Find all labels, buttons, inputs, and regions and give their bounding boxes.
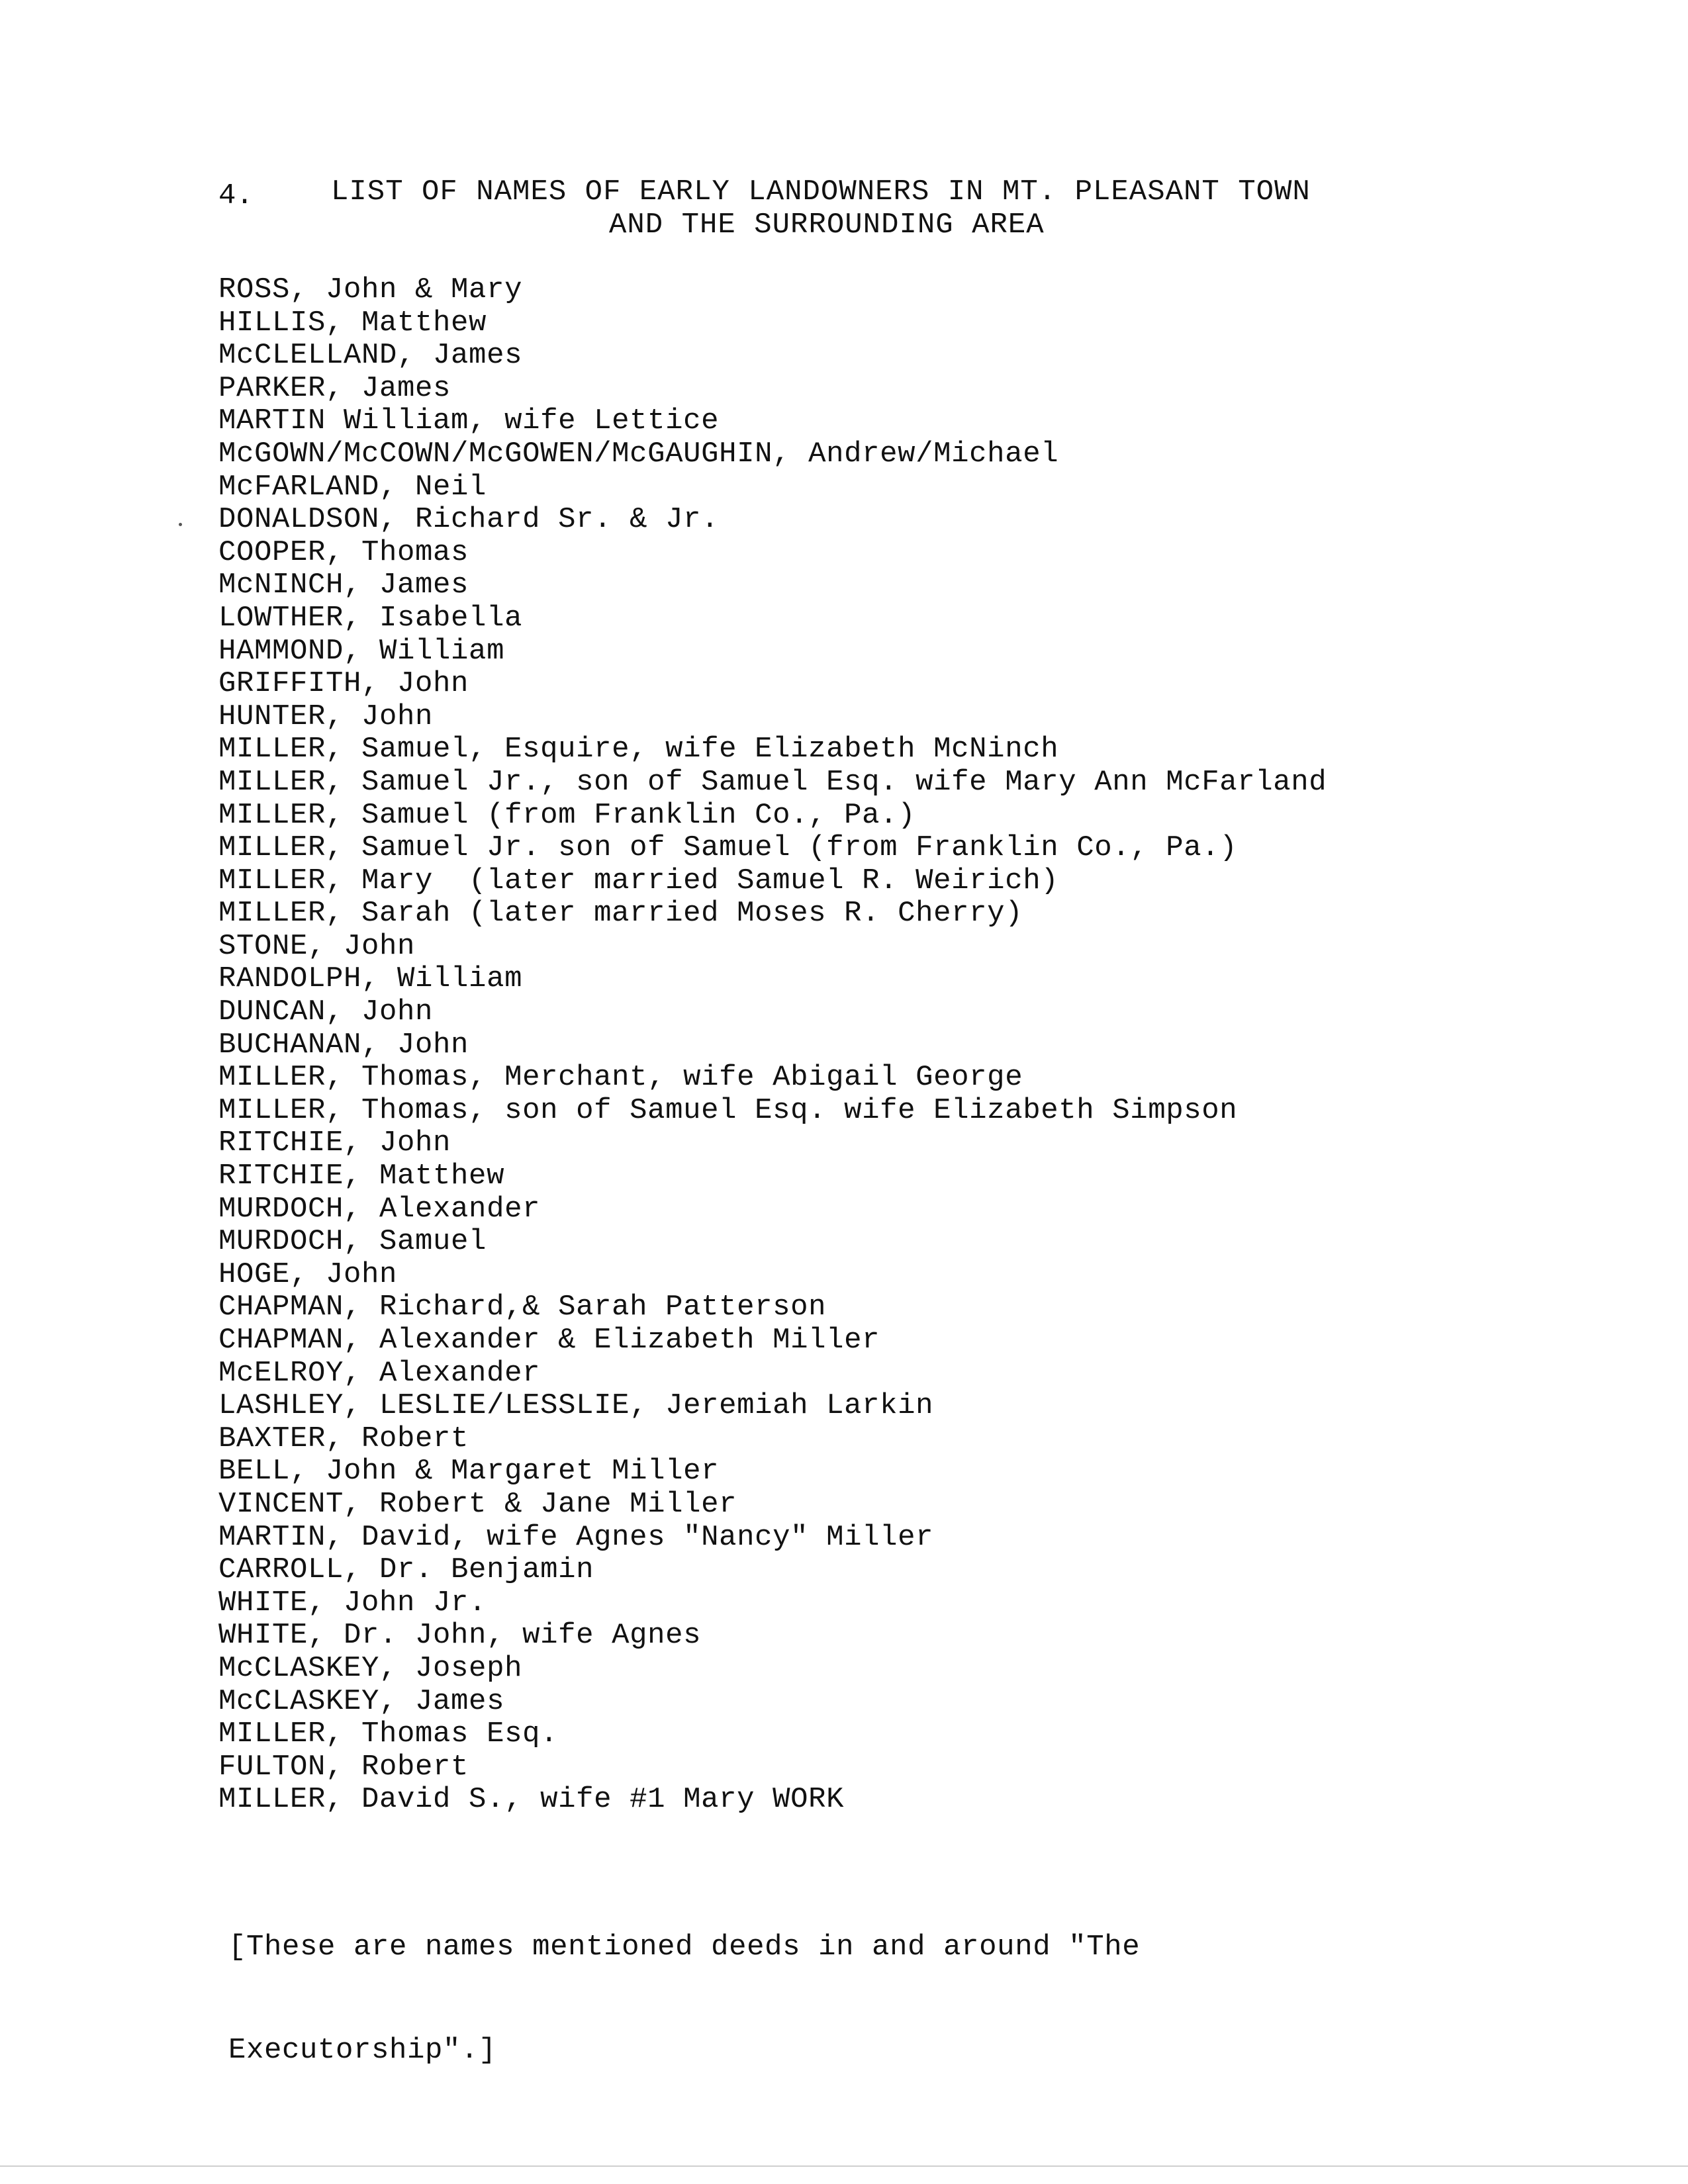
list-item: McGOWN/McCOWN/McGOWEN/McGAUGHIN, Andrew/Michael xyxy=(218,437,1059,471)
list-item: CHAPMAN, Richard,& Sarah Patterson xyxy=(218,1291,827,1324)
list-item: COOPER, Thomas xyxy=(218,535,469,569)
list-item: MILLER, Samuel Jr., son of Samuel Esq. wife Mary Ann McFarland xyxy=(218,765,1327,799)
list-item: WHITE, Dr. John, wife Agnes xyxy=(218,1619,702,1653)
scan-edge-line xyxy=(0,2165,1688,2167)
list-item: MARTIN, David, wife Agnes "Nancy" Miller xyxy=(218,1520,934,1554)
list-item: RITCHIE, Matthew xyxy=(218,1160,505,1193)
list-item: RANDOLPH, William xyxy=(218,962,523,996)
list-item: CHAPMAN, Alexander & Elizabeth Miller xyxy=(218,1324,880,1357)
list-item: LASHLEY, LESLIE/LESSLIE, Jeremiah Larkin xyxy=(218,1389,934,1423)
list-item: HAMMOND, William xyxy=(218,634,505,668)
list-item: BUCHANAN, John xyxy=(218,1028,469,1062)
list-item: BELL, John & Margaret Miller xyxy=(218,1455,720,1488)
landowner-names-list xyxy=(218,274,1327,1817)
list-item: MILLER, David S., wife #1 Mary WORK xyxy=(218,1783,845,1817)
list-item: BAXTER, Robert xyxy=(218,1422,469,1455)
section-number: 4. xyxy=(218,179,254,212)
list-item: DONALDSON, Richard Sr. & Jr. xyxy=(218,503,720,537)
list-item: GRIFFITH, John xyxy=(218,667,469,701)
list-item: WHITE, John Jr. xyxy=(218,1586,487,1619)
page-title-line-1: LIST OF NAMES OF EARLY LANDOWNERS IN MT. PLEASANT TOWN xyxy=(331,175,1311,208)
list-item: ROSS, John & Mary xyxy=(218,273,523,306)
list-item: FULTON, Robert xyxy=(218,1750,469,1784)
list-item: MILLER, Samuel, Esquire, wife Elizabeth McNinch xyxy=(218,733,1059,766)
page-title-line-2: AND THE SURROUNDING AREA xyxy=(609,208,1045,242)
list-item: MURDOCH, Samuel xyxy=(218,1225,487,1259)
list-item: McCLELLAND, James xyxy=(218,339,523,373)
list-item: McCLASKEY, James xyxy=(218,1684,505,1718)
list-item: VINCENT, Robert & Jane Miller xyxy=(218,1487,737,1521)
list-item: RITCHIE, John xyxy=(218,1126,451,1160)
list-item: McCLASKEY, Joseph xyxy=(218,1651,523,1685)
list-item: HUNTER, John xyxy=(218,700,434,733)
footnote-line-1: [These are names mentioned deeds in and around "The xyxy=(228,1931,1141,1964)
footnote xyxy=(228,1861,1140,2136)
list-item: MILLER, Samuel Jr. son of Samuel (from Franklin Co., Pa.) xyxy=(218,831,1238,865)
list-item: MILLER, Samuel (from Franklin Co., Pa.) xyxy=(218,798,916,832)
list-item: MILLER, Thomas, Merchant, wife Abigail George xyxy=(218,1061,1023,1095)
list-item: STONE, John xyxy=(218,929,416,963)
list-item: MILLER, Sarah (later married Moses R. Cherry) xyxy=(218,897,1023,931)
list-item: DUNCAN, John xyxy=(218,995,434,1029)
list-item: LOWTHER, Isabella xyxy=(218,601,523,635)
list-item: MARTIN William, wife Lettice xyxy=(218,404,720,438)
list-item: MILLER, Thomas, son of Samuel Esq. wife Elizabeth Simpson xyxy=(218,1093,1238,1127)
list-item: MILLER, Mary (later married Samuel R. Weirich) xyxy=(218,864,1059,897)
list-item: PARKER, James xyxy=(218,371,451,405)
list-item: HOGE, John xyxy=(218,1257,398,1291)
list-item: CARROLL, Dr. Benjamin xyxy=(218,1553,594,1587)
list-item: McELROY, Alexander xyxy=(218,1356,541,1390)
list-item: McNINCH, James xyxy=(218,569,469,602)
list-item: MILLER, Thomas Esq. xyxy=(218,1717,559,1751)
list-item: MURDOCH, Alexander xyxy=(218,1192,541,1226)
margin-mark xyxy=(179,523,182,526)
footnote-line-2: Executorship".] xyxy=(228,2034,497,2067)
list-item: HILLIS, Matthew xyxy=(218,306,487,340)
list-item: McFARLAND, Neil xyxy=(218,470,487,504)
